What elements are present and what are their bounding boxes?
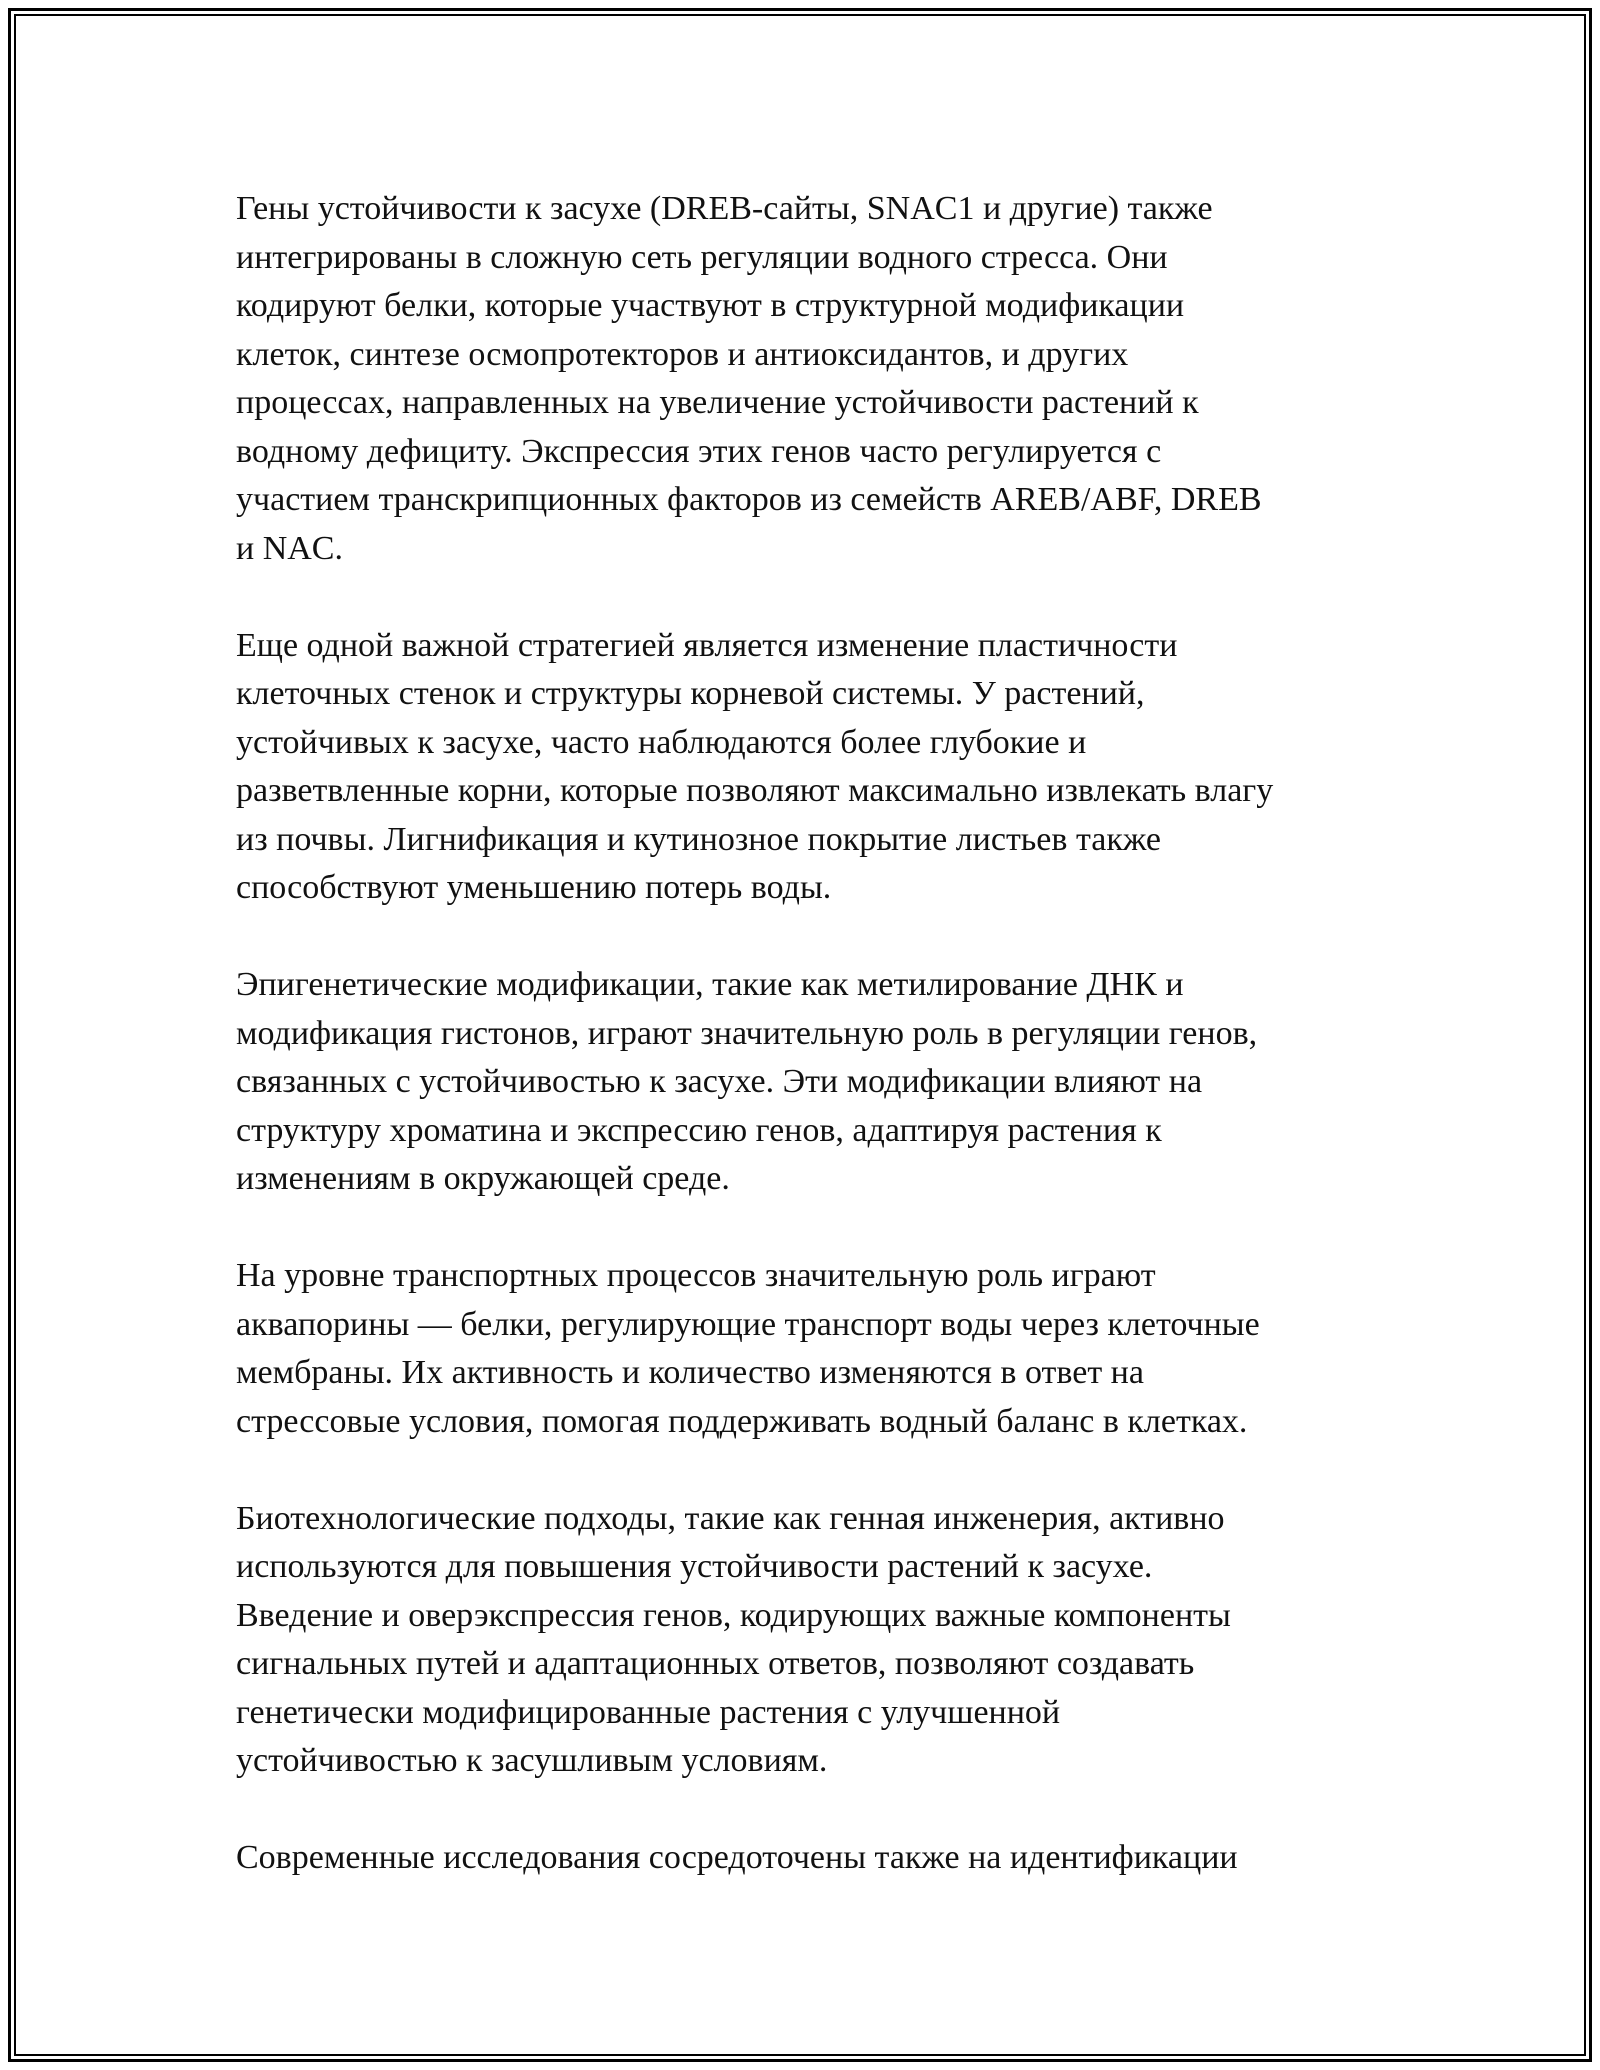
text-line: Введение и оверэкспрессия генов, кодирующих важные компоненты (236, 1596, 1231, 1634)
paragraph-epigenetics (236, 961, 1396, 1204)
text-line: Современные исследования сосредоточены также на идентификации (236, 1839, 1238, 1876)
text-line: и NAC. (236, 529, 343, 567)
text-line: структуру хроматина и экспрессию генов, адаптируя растения к (236, 1111, 1162, 1149)
text-line: клеток, синтезе осмопротекторов и антиоксидантов, и других (236, 335, 1129, 373)
text-line: Еще одной важной стратегией является изменение пластичности (236, 626, 1178, 664)
text-line: генетически модифицированные растения с улучшенной (236, 1693, 1061, 1731)
text-line: сигнальных путей и адаптационных ответов, позволяют создавать (236, 1645, 1195, 1682)
text-line: клеточных стенок и структуры корневой системы. У растений, (236, 675, 1145, 712)
paragraph-aquaporins (236, 1252, 1396, 1446)
paragraph-drought-genes (236, 185, 1396, 573)
text-line: аквапорины — белки, регулирующие транспорт воды через клеточные (236, 1305, 1260, 1343)
document-body (236, 185, 1396, 1931)
paragraph-modern-research (236, 1834, 1396, 1883)
text-line: устойчивостью к засушливым условиям. (236, 1742, 828, 1779)
text-line: стрессовые условия, помогая поддерживать водный баланс в клетках. (236, 1402, 1248, 1440)
text-line: На уровне транспортных процессов значительную роль играют (236, 1257, 1156, 1294)
text-line: Эпигенетические модификации, такие как метилирование ДНК и (236, 966, 1184, 1003)
text-line: участием транскрипционных факторов из семейств AREB/ABF, DREB (236, 481, 1262, 518)
text-line: кодируют белки, которые участвуют в структурной модификации (236, 287, 1185, 324)
text-line: мембраны. Их активность и количество изменяются в ответ на (236, 1354, 1144, 1391)
text-line: интегрированы в сложную сеть регуляции водного стресса. Они (236, 238, 1168, 276)
text-line: изменениям в окружающей среде. (236, 1160, 730, 1197)
paragraph-cell-walls-roots (236, 622, 1396, 913)
text-line: Гены устойчивости к засухе (DREB-сайты, SNAC1 и другие) также (236, 190, 1213, 227)
text-line: процессах, направленных на увеличение устойчивости растений к (236, 384, 1199, 421)
paragraph-biotechnology (236, 1495, 1396, 1786)
text-line: связанных с устойчивостью к засухе. Эти модификации влияют на (236, 1063, 1203, 1100)
text-line: Биотехнологические подходы, такие как генная инженерия, активно (236, 1499, 1225, 1537)
text-line: устойчивых к засухе, часто наблюдаются более глубокие и (236, 723, 1087, 761)
text-line: водному дефициту. Экспрессия этих генов часто регулируется с (236, 432, 1162, 470)
text-line: модификация гистонов, играют значительную роль в регуляции генов, (236, 1014, 1258, 1052)
text-line: способствуют уменьшению потерь воды. (236, 869, 832, 906)
text-line: используются для повышения устойчивости растений к засухе. (236, 1548, 1153, 1585)
text-line: из почвы. Лигнификация и кутинозное покрытие листьев также (236, 820, 1161, 858)
text-line: разветвленные корни, которые позволяют максимально извлекать влагу (236, 772, 1274, 809)
